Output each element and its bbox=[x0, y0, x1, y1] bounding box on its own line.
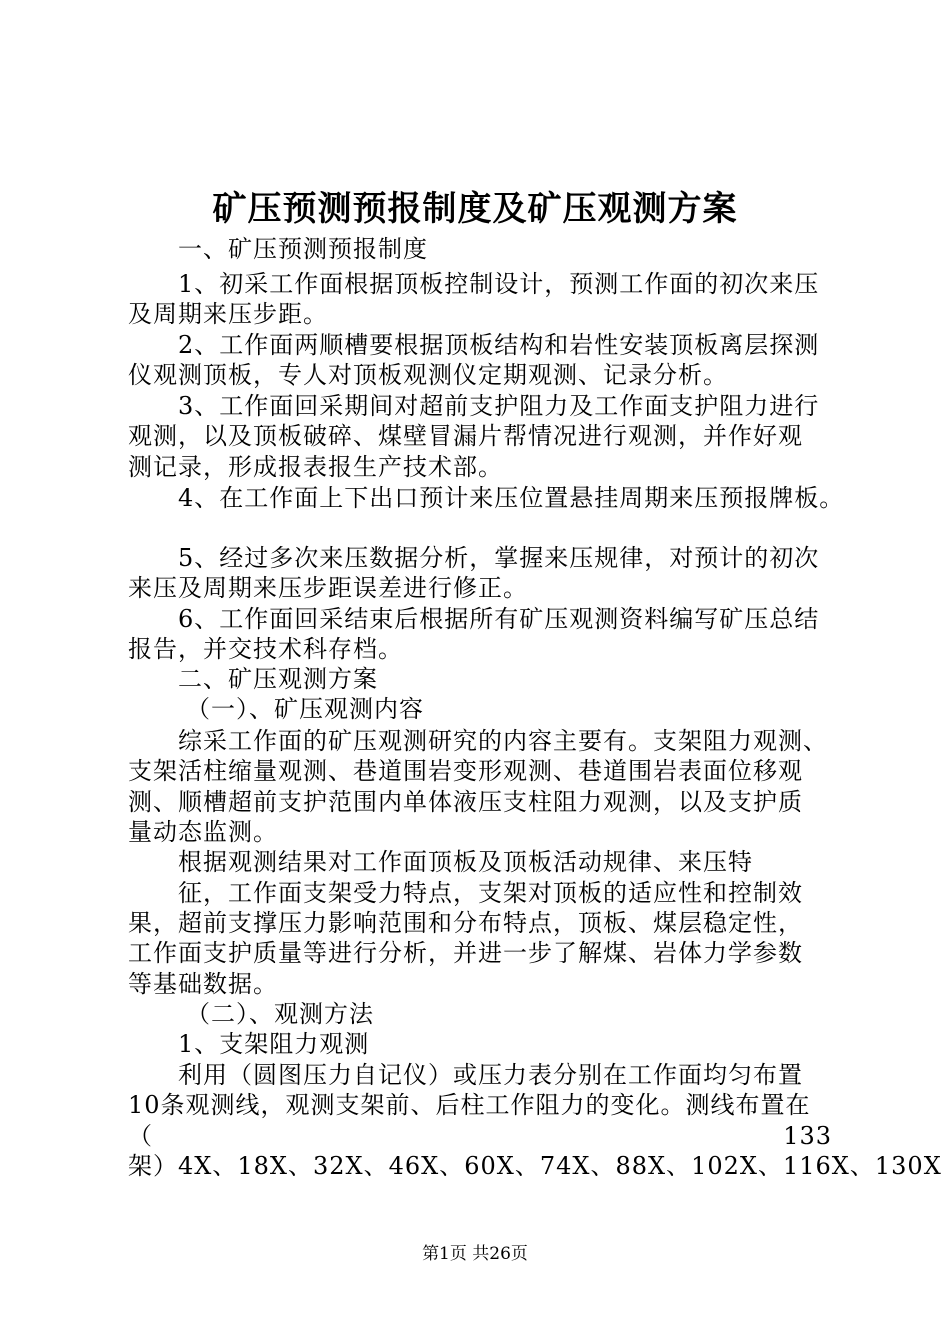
paragraph-line: 量动态监测。 bbox=[128, 818, 278, 846]
paragraph-line: 1、支架阻力观测 bbox=[178, 1030, 370, 1058]
paragraph-line: 根据观测结果对工作面顶板及顶板活动规律、来压特 bbox=[178, 848, 753, 876]
paragraph-line: 仪观测顶板，专人对顶板观测仪定期观测、记录分析。 bbox=[128, 361, 728, 389]
paragraph-line: 1、初采工作面根据顶板控制设计，预测工作面的初次来压 bbox=[178, 270, 820, 298]
paragraph-line: 工作面支护质量等进行分析，并进一步了解煤、岩体力学参数 bbox=[128, 939, 803, 967]
paragraph-line: 4、在工作面上下出口预计来压位置悬挂周期来压预报牌板。 bbox=[178, 484, 845, 512]
subsection-heading: （一）、矿压观测内容 bbox=[186, 695, 424, 723]
paragraph-line: 报告，并交技术科存档。 bbox=[128, 635, 403, 663]
page-footer: 第1页 共26页 bbox=[422, 1244, 528, 1264]
paragraph-line: 及周期来压步距。 bbox=[128, 300, 328, 328]
paragraph-line: 等基础数据。 bbox=[128, 970, 278, 998]
paragraph-line: 测记录，形成报表报生产技术部。 bbox=[128, 453, 503, 481]
paragraph-line: 综采工作面的矿压观测研究的内容主要有。支架阻力观测、 bbox=[178, 727, 828, 755]
subsection-heading: （二）、观测方法 bbox=[186, 1000, 374, 1028]
line-end-number: 133 bbox=[783, 1122, 832, 1150]
paragraph-line: 征，工作面支架受力特点，支架对顶板的适应性和控制效 bbox=[178, 879, 803, 907]
paragraph-line: 来压及周期来压步距误差进行修正。 bbox=[128, 574, 528, 602]
paragraph-line: 3、工作面回采期间对超前支护阻力及工作面支护阻力进行 bbox=[178, 392, 820, 420]
paragraph-line: 5、经过多次来压数据分析，掌握来压规律，对预计的初次 bbox=[178, 544, 820, 572]
justified-line bbox=[128, 1121, 832, 1151]
paragraph-line: 6、工作面回采结束后根据所有矿压观测资料编写矿压总结 bbox=[178, 605, 820, 633]
section-heading-1: 一、矿压预测预报制度 bbox=[178, 235, 428, 263]
paragraph-line: 架）4X、18X、32X、46X、60X、74X、88X、102X、116X、130X bbox=[128, 1152, 942, 1180]
paragraph-line: 果，超前支撑压力影响范围和分布特点，顶板、煤层稳定性， bbox=[128, 909, 803, 937]
document-title: 矿压预测预报制度及矿压观测方案 bbox=[212, 189, 738, 229]
paragraph-line: 利用（圆图压力自记仪）或压力表分别在工作面均匀布置 bbox=[178, 1061, 803, 1089]
paragraph-line: 测、顺槽超前支护范围内单体液压支柱阻力观测，以及支护质 bbox=[128, 788, 803, 816]
line-start-bracket: （ bbox=[128, 1122, 153, 1150]
paragraph-line: 支架活柱缩量观测、巷道围岩变形观测、巷道围岩表面位移观 bbox=[128, 757, 803, 785]
paragraph-line: 观测，以及顶板破碎、煤壁冒漏片帮情况进行观测，并作好观 bbox=[128, 422, 803, 450]
paragraph-line: 2、工作面两顺槽要根据顶板结构和岩性安装顶板离层探测 bbox=[178, 331, 820, 359]
paragraph-line: 10条观测线，观测支架前、后柱工作阻力的变化。测线布置在 bbox=[128, 1091, 811, 1119]
section-heading-2: 二、矿压观测方案 bbox=[178, 665, 378, 693]
